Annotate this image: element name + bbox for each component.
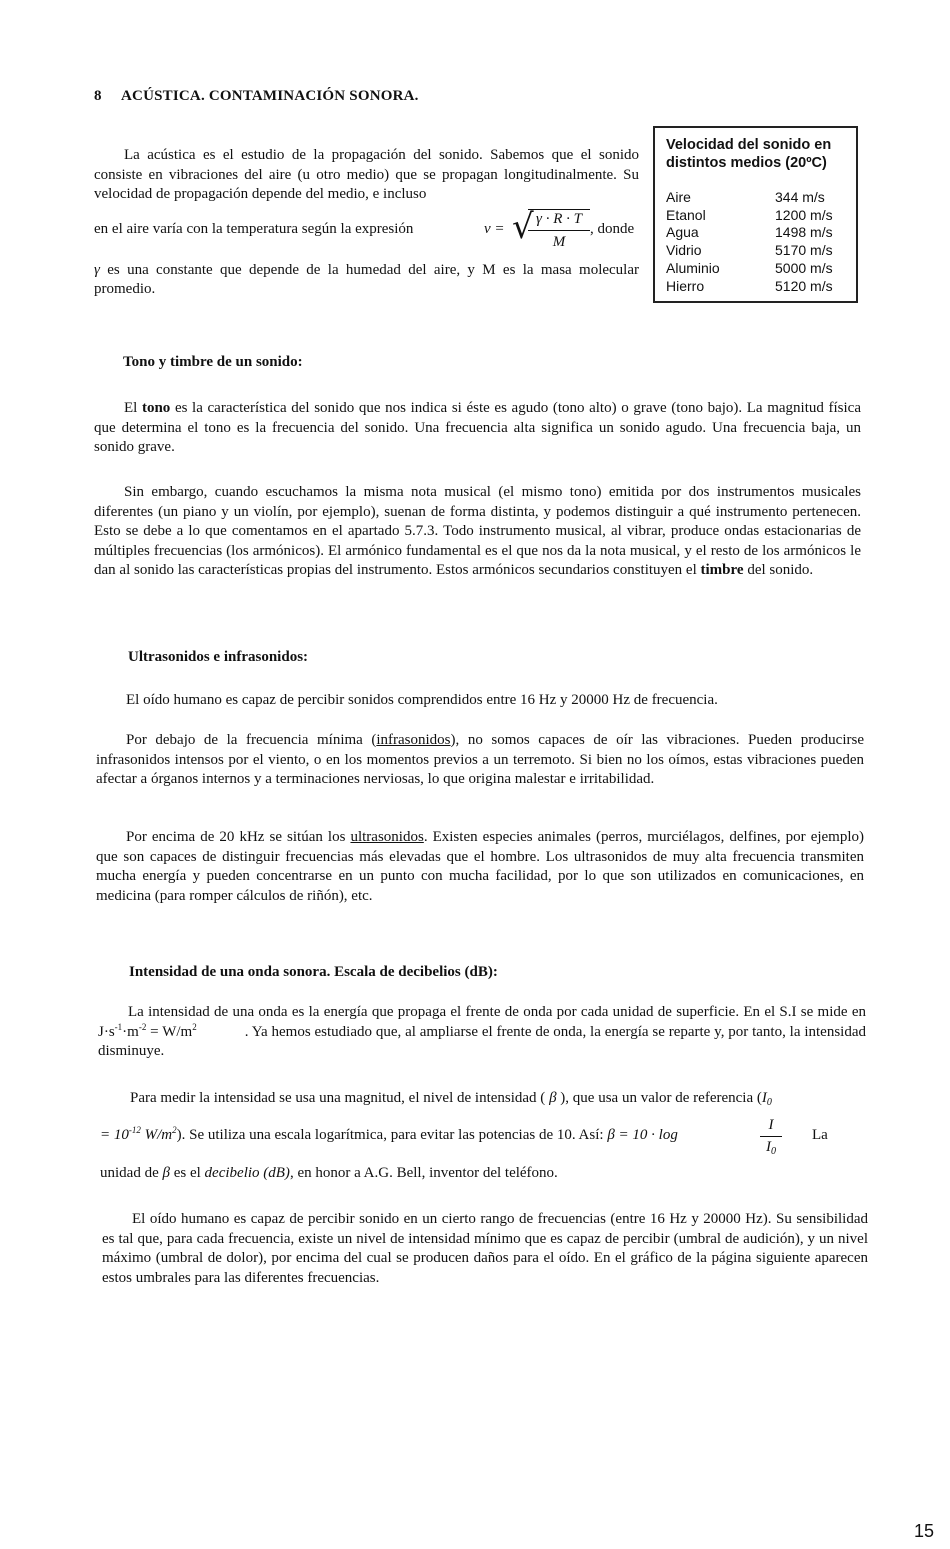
tono-p2-bold: timbre: [700, 562, 744, 579]
decibel-term: decibelio (dB): [204, 1165, 290, 1181]
medium-speed: 5170 m/s: [775, 242, 833, 259]
list-item: [666, 278, 833, 296]
medium-speed: 1200 m/s: [775, 206, 833, 223]
i0-subscript: 0: [766, 1097, 772, 1108]
intro-after-text: es una constante que depende de la humedad del aire, y M es la masa molecular promedio.: [94, 261, 639, 298]
intro-text: La acústica es el estudio de la propagación del sonido. Sabemos que el sonido consiste en vibraciones del aire (u otro medio) que se propagan longitudinalmente. Su velocidad de propagación depende del medio, e incluso: [94, 147, 639, 203]
formula-lead-text: en el aire varía con la temperatura según la expresión: [94, 220, 414, 237]
page-number: 15: [914, 1521, 935, 1541]
intensidad-paragraph-3: El oído humano es capaz de percibir sonido en un cierto rango de frecuencias (entre 16 Hz y 20000 Hz). Su sensibilidad es tal que, para cada frecuencia, existe un nivel de intensidad mínimo que es capaz de percibir (umbral de audición), y un nivel máximo (umbral de dolor), por encima del cual se producen daños para el oído. En el gráfico de la página siguiente aparecen estos umbrales para las diferentes frecuencias.: [102, 1211, 868, 1286]
list-item: [666, 242, 833, 260]
beta-symbol: β: [162, 1165, 170, 1181]
decibel-fraction-bar: [760, 1136, 782, 1137]
int-p1-sup1: -1: [114, 1021, 123, 1032]
medium-name: Agua: [666, 224, 699, 241]
tono-paragraph-2: [94, 483, 861, 581]
ultra-paragraph-2: [96, 731, 864, 790]
int-p2-unit: W/m: [140, 1127, 173, 1143]
list-item: [666, 224, 833, 242]
decibel-fraction-den: [760, 1138, 782, 1161]
int-p2-g: es el: [169, 1165, 205, 1181]
decibel-formula: β = 10 · log: [607, 1127, 678, 1143]
tono-p2-a: Sin embargo, cuando escuchamos la misma nota musical (el mismo tono) emitida por dos instrumentos musicales diferentes (un piano y un violín, por ejemplo), suenan de forma distinta, y podemos distinguir a qué instrumento pertenecen. Esto se debe a lo que comentamos en el apartado 5.7.3. Todo instrumento musical, al vibrar, produce ondas estacionarias de múltiples frecuencias (los armónicos). El armónico fundamental es el que nos da la nota musical, y el resto de los armónicos le dan al sonido las características propias del instrumento. Estos armónicos secundarios constituyen el: [94, 484, 861, 579]
decibel-fraction-num: I: [768, 1117, 774, 1133]
formula-denominator: M: [552, 233, 566, 250]
sqrt-sign-icon: √: [512, 206, 534, 247]
ultra-p3-underlined: ultrasonidos: [350, 829, 424, 845]
int-p2-line3: [100, 1165, 558, 1182]
section-number: 8: [94, 88, 102, 104]
section-title: ACÚSTICA. CONTAMINACIÓN SONORA.: [121, 88, 419, 104]
int-p2-a: Para medir la intensidad se usa una magnitud, el nivel de intensidad (: [130, 1090, 546, 1106]
medium-speed: 5120 m/s: [775, 277, 833, 294]
ultra-p3-a: Por encima de 20 kHz se sitúan los: [126, 829, 351, 845]
section-heading: [94, 88, 419, 105]
int-p2-line1: [130, 1090, 772, 1108]
ultra-p2-underlined: infrasonidos: [376, 732, 451, 748]
frac-den-sub: 0: [771, 1146, 776, 1157]
int-p2-b: ), que usa un valor de referencia (: [560, 1090, 762, 1106]
frac-den-letter: I: [766, 1139, 771, 1155]
int-p1-eq: = W/m: [146, 1023, 193, 1040]
int-p2-unit-sup: 2: [172, 1125, 177, 1135]
int-p1-a: La intensidad de una onda es la energía que propaga el frente de onda por cada unidad de superficie. En el S.I se mide en J·s: [98, 1004, 866, 1040]
int-p1-sup2: -2: [138, 1021, 147, 1032]
ultra-p2-b: ), no somos capaces de oír las vibraciones. Pueden producirse infrasonidos intensos por el viento, o en los momentos previos a un terremoto. Si bien no los oímos, estas vibraciones pueden afectar a órganos internos y a terminaciones nerviosas, lo que origina malestar e irritabilidad.: [96, 732, 864, 788]
intro-paragraph: [94, 146, 639, 300]
formula-numerator: γ · R · T: [528, 209, 590, 229]
int-p1-sup3: 2: [192, 1021, 197, 1032]
formula-lhs: v =: [484, 220, 505, 237]
intensidad-paragraph-2: [100, 1090, 868, 1190]
list-item: [666, 189, 833, 207]
formula-fraction-bar: [528, 230, 590, 231]
list-item: [666, 207, 833, 225]
ultra-paragraph-1: El oído humano es capaz de percibir sonidos comprendidos entre 16 Hz y 20000 Hz de frecuencia.: [126, 692, 718, 708]
medium-name: Aire: [666, 189, 691, 205]
int-p2-e: La: [812, 1127, 828, 1143]
ultra-heading: Ultrasonidos e infrasonidos:: [128, 649, 309, 665]
int-p2-h: , en honor a A.G. Bell, inventor del teléfono.: [289, 1165, 558, 1181]
ultra-p2-a: Por debajo de la frecuencia mínima (: [126, 732, 377, 748]
i0-symbol: I: [761, 1090, 767, 1106]
speed-table-rows: [666, 189, 833, 295]
gamma-symbol: γ: [94, 261, 100, 278]
int-p1-b: . Ya hemos estudiado que, al ampliarse el frente de onda, la energía se reparte y, por tanto, la intensidad disminuye.: [98, 1023, 866, 1060]
medium-name: Vidrio: [666, 242, 702, 259]
int-p2-line2: [100, 1127, 678, 1144]
intensidad-paragraph-1: [98, 1003, 866, 1062]
int-p2-sup: -12: [128, 1125, 141, 1135]
ultra-paragraph-3: [96, 828, 864, 906]
medium-name: Etanol: [666, 206, 706, 223]
medium-speed: 344 m/s: [775, 189, 825, 205]
medium-name: Hierro: [666, 277, 705, 294]
ultra-p3-b: . Existen especies animales (perros, murciélagos, delfines, por ejemplo) que son capaces de distinguir frecuencias más elevadas que el hombre. Los ultrasonidos de muy alta frecuencia transmiten mucha energía y pueden concentrarse en un punto con mucha facilidad, por lo que son utilizados en comunicaciones, en medicina (para romper cálculos de riñón), etc.: [96, 829, 865, 904]
tono-heading: Tono y timbre de un sonido:: [123, 354, 303, 370]
int-p2-c: = 10: [100, 1127, 129, 1143]
tono-paragraph-1: [94, 399, 861, 458]
list-item: [666, 260, 833, 278]
tono-p2-b: del sonido.: [743, 562, 814, 579]
tono-p1-bold: tono: [141, 400, 171, 416]
tono-p1-b: es la característica del sonido que nos indica si éste es agudo (tono alto) o grave (tono bajo). La magnitud física que determina el tono es la frecuencia del sonido. Una frecuencia alta significa un sonido agudo. Una frecuencia baja, un sonido grave.: [94, 400, 861, 456]
intro-formula-line: [94, 205, 639, 259]
tono-p1-a: El: [124, 400, 142, 416]
int-p2-d: ). Se utiliza una escala logarítmica, para evitar las potencias de 10. Así:: [176, 1127, 608, 1143]
formula-trail-text: , donde: [590, 220, 635, 237]
intensidad-heading: Intensidad de una onda sonora. Escala de decibelios (dB):: [129, 964, 498, 980]
int-p1-mid: ·m: [122, 1023, 139, 1040]
medium-speed: 5000 m/s: [775, 259, 833, 276]
medium-name: Aluminio: [666, 259, 720, 276]
speed-table-title: Velocidad del sonido en distintos medios (20ºC): [666, 137, 832, 171]
medium-speed: 1498 m/s: [775, 224, 833, 241]
speed-of-sound-table: [653, 126, 858, 303]
beta-symbol: β: [549, 1090, 557, 1106]
int-p2-f: unidad de: [100, 1165, 163, 1181]
intro-after-formula: [94, 261, 639, 300]
